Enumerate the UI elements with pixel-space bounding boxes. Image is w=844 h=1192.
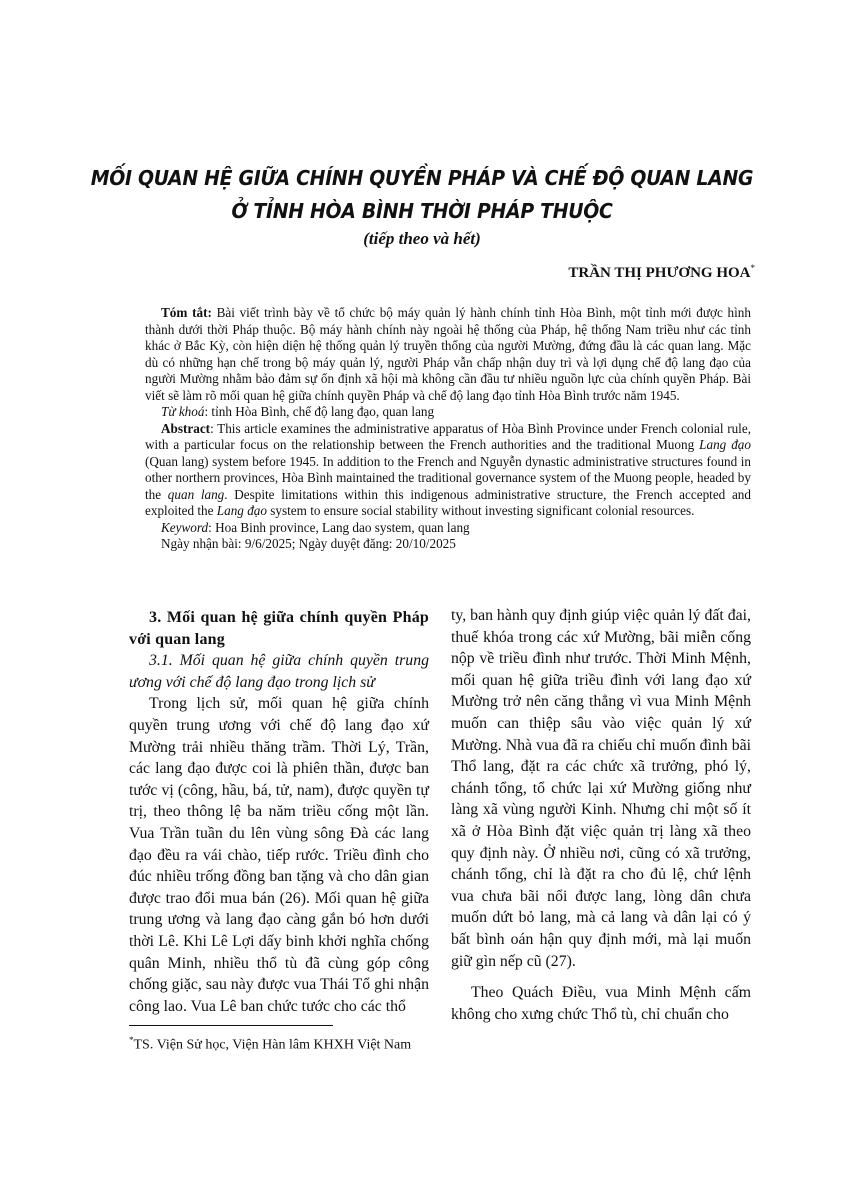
author-text: TRẦN THỊ PHƯƠNG HOA: [568, 265, 751, 281]
keywords-label-en: Keyword: [161, 519, 209, 535]
abstract-italic-term: quan lang: [167, 486, 225, 502]
abstract-text-part: : This article examines the administrative apparatus of Hòa Bình Province under French colonial rule, with a particular focus on the relationship between the French authorities and the traditional Muong: [145, 420, 751, 452]
body-paragraph: ty, ban hành quy định giúp việc quản lý đất đai, thuế khóa trong các xứ Mường, bãi miễn cống nộp về triều đình như trước. Thời Minh Mệnh, mối quan hệ giữa triều đình với lang đạo xứ Mường trở nên căng thẳng vì vua Minh Mệnh muốn can thiệp sâu vào việc quản lý xứ Mường. Nhà vua đã ra chiếu chỉ muốn đình bãi Thổ lang, đặt ra các chức xã trưởng, phó lý, chánh tổng, tổ chức lại xứ Mường giống như làng xã vùng người Kinh. Nhưng chỉ một số ít xã ở Hòa Bình đặt việc quản trị làng xã theo quy định này. Ở nhiều nơi, cũng có xã trưởng, chánh tổng, chỉ là đặt ra cho đủ lệ, chứ lệnh vua chưa bãi nổi được lang, lòng dân chưa muốn dứt bỏ lang, mà cả lang và dân lại có ý bất bình oán hận quy định mới, mà lại muốn giữ gìn nếp cũ (27).: [451, 607, 751, 970]
author-footnote-mark: *: [750, 263, 755, 273]
abstract-text-part: . Despite limitations within this indigenous administrative structure, the French accepted and exploited the: [145, 486, 751, 518]
article-title-line-1: MỐI QUAN HỆ GIỮA CHÍNH QUYỀN PHÁP VÀ CHẾ ĐỘ QUAN LANG: [90, 166, 754, 190]
right-column: [451, 605, 751, 1025]
keywords-text-en: : Hoa Binh province, Lang dao system, quan lang: [208, 519, 470, 535]
footnote-divider: [129, 1025, 333, 1026]
left-column: [129, 605, 429, 1017]
abstract-block: [145, 305, 751, 553]
footnote-mark: *: [129, 1035, 134, 1045]
vietnamese-keywords: [145, 404, 751, 421]
summary-label: Tóm tắt:: [161, 305, 212, 320]
vietnamese-summary: [145, 305, 751, 404]
keywords-text-vi: : tỉnh Hòa Bình, chế độ lang đạo, quan lang: [204, 404, 435, 419]
section-heading: 3. Mối quan hệ giữa chính quyền Pháp với quan lang: [129, 609, 429, 648]
english-keywords: [145, 520, 751, 537]
abstract-text-part: (Quan lang) system before 1945. In addition to the French and Nguyễn dynastic administrative structures found in other northern provinces, Hòa Bình maintained the traditional governance system of the Muong people, headed by the: [145, 453, 751, 502]
footnote-text: TS. Viện Sử học, Viện Hàn lâm KHXH Việt Nam: [133, 1037, 412, 1053]
article-title-line-2: Ở TỈNH HÒA BÌNH THỜI PHÁP THUỘC: [231, 199, 613, 223]
abstract-italic-term: Lang đạo: [699, 437, 751, 452]
footnote: [129, 1035, 411, 1054]
english-abstract: [145, 421, 751, 520]
abstract-text-part: system to ensure social stability without investing significant colonial resources.: [266, 503, 695, 518]
body-paragraph: Trong lịch sử, mối quan hệ giữa chính quyền trung ương với chế độ lang đạo xứ Mường trải nhiều thăng trầm. Thời Lý, Trần, các lang đạo được coi là phiên thần, được ban tước vị (công, hầu, bá, tử, nam), được quyền tự trị, theo thông lệ ba năm triều cống một lần. Vua Trần tuần du lên vùng sông Đà các lang đạo đều ra vái chào, tiếp rước. Triều đình cho đúc nhiều trống đồng ban tặng và cho dân gian được trao đổi mua bán (26). Mối quan hệ giữa trung ương và lang đạo càng gắn bó hơn dưới thời Lê. Khi Lê Lợi dấy binh khởi nghĩa chống quân Minh, nhiều thổ tù đã cùng góp công chống giặc, sau này được vua Thái Tổ ghi nhận công lao. Vua Lê ban chức tước cho các thổ: [129, 695, 429, 1015]
subsection-heading: 3.1. Mối quan hệ giữa chính quyền trung ương với chế độ lang đạo trong lịch sử: [129, 652, 429, 691]
abstract-italic-term: Lang đạo: [216, 503, 267, 518]
body-paragraph: Theo Quách Điều, vua Minh Mệnh cấm không cho xưng chức Thổ tù, chỉ chuẩn cho: [451, 984, 751, 1023]
summary-text: Bài viết trình bày về tổ chức bộ máy quản lý hành chính tỉnh Hòa Bình, một tỉnh mới được hình thành dưới thời Pháp thuộc. Bộ máy hành chính này ngoài hệ thống của Pháp, hệ thống Nam triều như các tỉnh khác ở Bắc Kỳ, còn hiện diện hệ thống quản lý truyền thống của người Mường, đứng đầu là các quan lang. Mặc dù có những hạn chế trong bộ máy quản lý, người Pháp vẫn chấp nhận duy trì và lợi dụng chế độ lang đạo của người Mường nhằm bảo đảm sự ổn định xã hội mà không cần đầu tư nhiều nguồn lực của chính quyền Pháp. Bài viết sẽ làm rõ mối quan hệ giữa chính quyền Pháp và chế độ lang đạo tỉnh Hòa Bình trước năm 1945.: [145, 305, 751, 403]
submission-dates: Ngày nhận bài: 9/6/2025; Ngày duyệt đăng: 20/10/2025: [161, 536, 456, 551]
keywords-label-vi: Từ khoá: [161, 404, 205, 419]
abstract-label: Abstract: [161, 420, 211, 436]
author-name: [568, 263, 755, 282]
article-subtitle: (tiếp theo và hết): [363, 229, 481, 248]
